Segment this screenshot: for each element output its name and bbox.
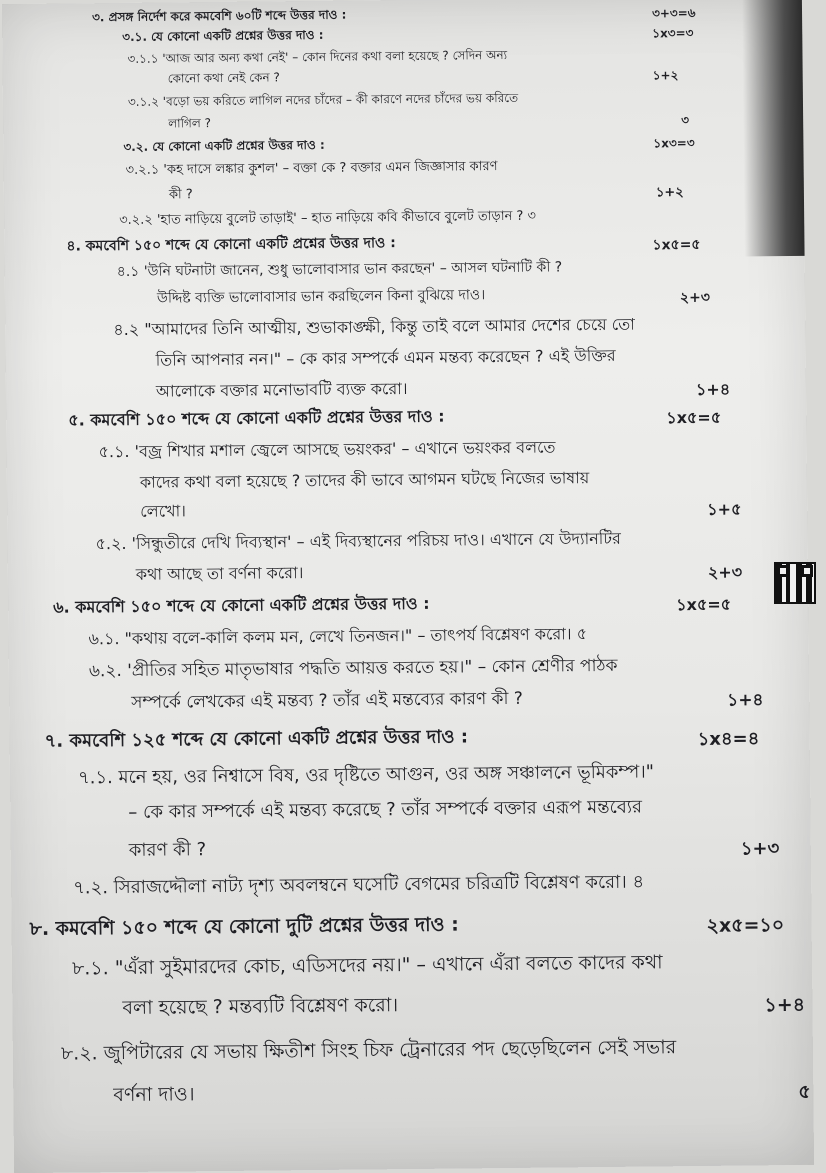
question-heading: ৪. কমবেশি ১৫০ শব্দে যে কোনো একটি প্রশ্নের উত্তর দাও : [66,235,396,255]
question-heading: ৭. কমবেশি ১২৫ শব্দে যে কোনো একটি প্রশ্নের উত্তর দাও : [44,726,469,752]
marks-label: ২+৩ [707,562,743,582]
question-text: ৮.২. জুপিটারের যে সভায় ক্ষিতীশ সিংহ চিফ ট্রেনারের পদ ছেড়েছিলেন সেই সভার [60,1036,677,1065]
marks-label: ১+৪ [695,379,731,399]
marks-label: ১+৪ [727,690,764,711]
question-text: ৭.২. সিরাজদ্দৌলা নাট্য দৃশ্য অবলম্বনে ঘসেটি বেগমের চরিত্রটি বিশ্লেষণ করো। ৪ [73,871,645,899]
question-heading: ৫. কমবেশি ১৫০ শব্দে যে কোনো একটি প্রশ্নের উত্তর দাও : [68,406,445,430]
question-heading: ৮. কমবেশি ১৫০ শব্দে যে কোনো দুটি প্রশ্নের উত্তর দাও : [29,913,459,940]
marks-label: ১x৫=৫ [676,594,732,615]
question-heading: ৬. কমবেশি ১৫০ শব্দে যে কোনো একটি প্রশ্নের উত্তর দাও : [53,593,430,617]
marks-label: ৩ [681,113,690,128]
question-text: কী ? [168,187,193,203]
question-text: ৪.১ 'উনি ঘটনাটা জানেন, শুধু ভালোবাসার ভান করছেন' – আসল ঘটনাটি কী ? [116,259,563,281]
question-heading: ৩. প্রসঙ্গ নির্দেশ করে কমবেশি ৬০টি শব্দে উত্তর দাও : [91,7,347,25]
question-heading: ৩.২. যে কোনো একটি প্রশ্নের উত্তর দাও : [123,137,325,154]
paper-shadow-edge [742,0,805,256]
question-text: – কে কার সম্পর্কে এই মন্তব্য করেছে ? তাঁর সম্পর্কে বক্তার এরূপ মন্তব্যের [128,796,643,823]
marks-label: ১+২ [652,68,679,83]
question-text: কোনো কথা নেই কেন ? [167,70,280,86]
question-text: ৭.১. মনে হয়, ওর নিশ্বাসে বিষ, ওর দৃষ্টিতে আগুন, ওর অঙ্গ সঞ্চালনে ভূমিকম্প।" [77,761,655,789]
question-text: লাগিল ? [168,116,212,131]
question-text: ৬.১. "কথায় বলে-কালি কলম মন, লেখে তিনজন।" – তাৎপর্য বিশ্লেষণ করো। ৫ [88,624,588,649]
question-list [2,0,811,1107]
marks-label: ১x৩=৩ [652,25,694,41]
marks-label: ১+৫ [707,499,742,519]
marks-label: ২x৫=১০ [706,914,785,937]
marks-label: ১+৪ [764,993,806,1017]
question-text: বর্ণনা দাও। [113,1083,195,1107]
question-text: ৩.২.১ 'কহ দাসে লঙ্কার কুশল' – বক্তা কে ? বক্তার এমন জিজ্ঞাসার কারণ [125,159,498,178]
question-text: ৫.১. 'বজ্র শিখার মশাল জ্বেলে আসছে ভয়ংকর' – এখানে ভয়ংকর বলতে [98,437,556,462]
question-text: ৬.২. 'প্রীতির সহিত মাতৃভাষার পদ্ধতি আয়ত্ত করতে হয়।" – কোন শ্রেণীর পাঠক [88,655,618,682]
marks-label: ৩+৩=৬ [651,5,696,21]
question-text: ৮.১. "এঁরা সুইমারদের কোচ, এডিসদের নয়।" – এখানে এঁরা বলতে কাদের কথা [71,951,663,980]
question-text: উদ্দিষ্ট ব্যক্তি ভালোবাসার ভান করছিলেন কিনা বুঝিয়ে দাও। [156,287,486,307]
question-text: ৪.২ "আমাদের তিনি আত্মীয়, শুভাকাঙ্ক্ষী, কিন্তু তাই বলে আমার দেশের চেয়ে তো [113,314,635,340]
marks-label: ৫ [798,1080,811,1103]
question-text: আলোকে বক্তার মনোভাবটি ব্যক্ত করো। [155,378,408,401]
marks-label: ২+৩ [679,289,711,307]
exam-paper [2,0,814,1173]
question-text: ৩.২.২ 'হাত নাড়িয়ে বুলেট তাড়াই' – হাত নাড়িয়ে কবি কীভাবে বুলেট তাড়ান ? ৩ [119,208,537,229]
question-text: ৩.১.১ 'আজ আর অন্য কথা নেই' – কোন দিনের কথা বলা হয়েছে ? সেদিন অন্য [127,47,508,66]
marks-label: ১x৫=৫ [652,236,701,254]
question-text: কথা আছে তা বর্ণনা করো। [135,563,304,584]
question-text: তিনি আপনার নন।" – কে কার সম্পর্কে এমন মন্তব্য করেছেন ? এই উক্তির [155,345,616,370]
marks-label: ১x৪=৪ [697,728,760,750]
marks-label: ১+২ [655,185,684,201]
question-text: ৫.২. 'সিন্ধুতীরে দেখি দিব্যস্থান' – এই দিব্যস্থানের পরিচয় দাও। এখানে যে উদ্যানটির [95,528,621,554]
question-text: কারণ কী ? [128,839,207,861]
marks-label: ১+৩ [740,838,780,860]
question-text: কাদের কথা বলা হয়েছে ? তাদের কী ভাবে আগমন ঘটছে নিজের ভাষায় [139,468,590,492]
marks-label: ১x৩=৩ [653,135,695,151]
question-text: বলা হয়েছে ? মন্তব্যটি বিশ্লেষণ করো। [122,994,399,1020]
marks-label: ১x৫=৫ [666,407,722,428]
question-heading: ৩.১. যে কোনো একটি প্রশ্নের উত্তর দাও : [122,27,324,44]
question-text: লেখো। [140,501,187,521]
question-text: ৩.১.২ 'বড়ো ভয় করিতে লাগিল নদের চাঁদের – কী কারণে নদের চাঁদের ভয় করিতে [127,90,519,109]
qr-code-icon [774,562,816,604]
question-text: সম্পর্কে লেখকের এই মন্তব্য ? তাঁর এই মন্তব্যের কারণ কী ? [131,688,523,713]
